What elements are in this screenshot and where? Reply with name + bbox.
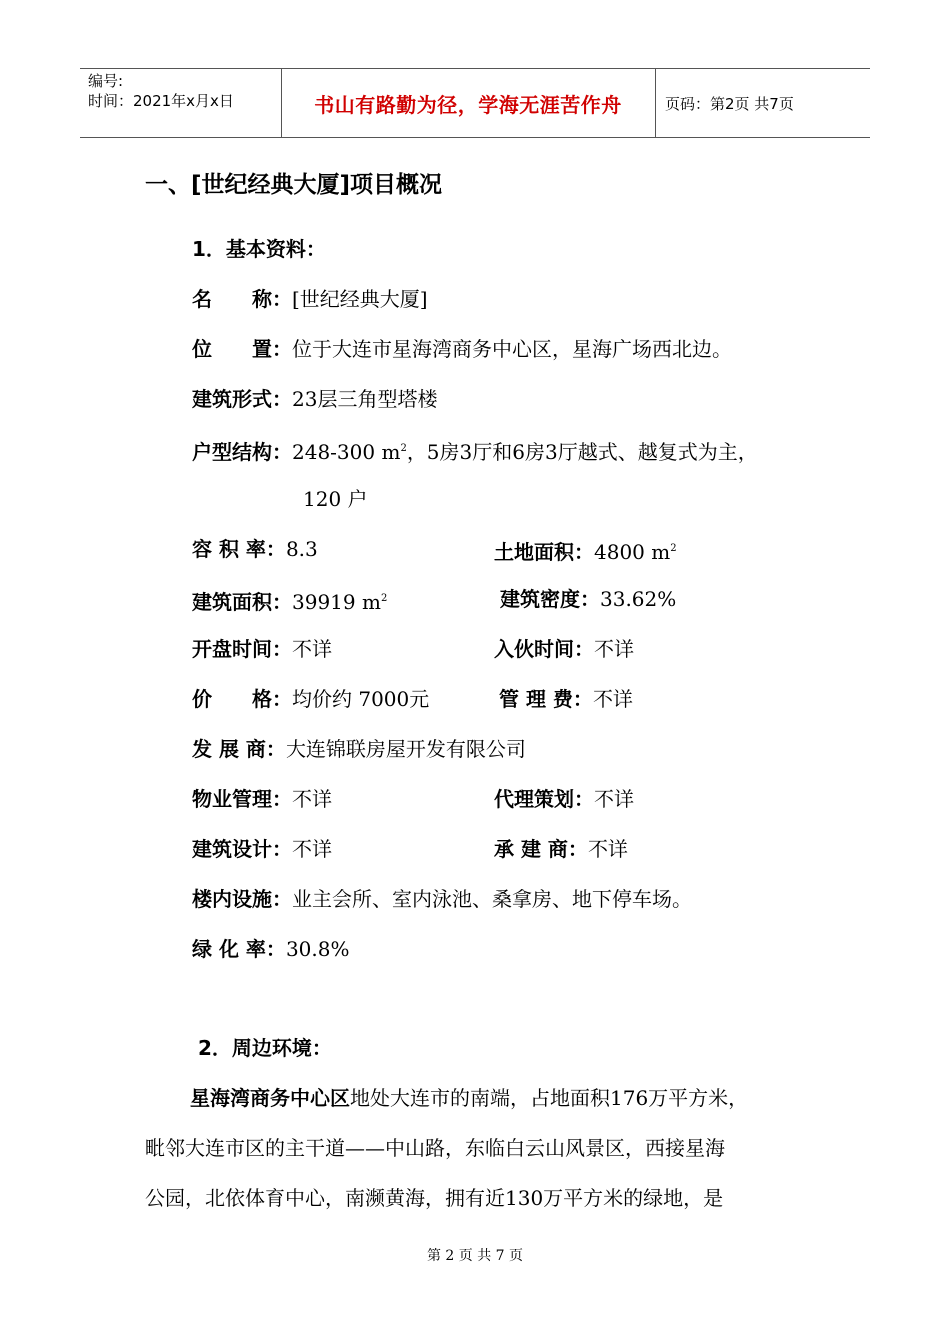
header-divider [655, 69, 656, 137]
field-value: 不详 [594, 787, 634, 811]
info-row [192, 436, 758, 465]
paragraph-line: 毗邻大连市区的主干道——中山路，东临白云山风景区，西接星海 [145, 1136, 725, 1160]
field-value: 8.3 [285, 537, 318, 561]
field-value: [世纪经典大厦] [292, 287, 428, 311]
paragraph-line: 公园，北依体育中心，南濒黄海，拥有近130万平方米的绿地，是 [145, 1186, 724, 1210]
info-row [192, 736, 526, 762]
field-label: 名 称： [192, 287, 292, 311]
field-value: 30.8% [285, 937, 350, 961]
field-label: 绿 化 率： [192, 937, 286, 961]
info-row [192, 536, 318, 562]
field-value: 33.62% [600, 587, 677, 611]
field-label: 楼内设施： [192, 887, 292, 911]
info-row-secondary [499, 686, 633, 712]
header-motto: 书山有路勤为径，学海无涯苦作舟 [314, 92, 622, 117]
page-title: 一、[世纪经典大厦]项目概况 [145, 172, 443, 198]
document-number-label: 编号: [88, 72, 124, 90]
section-heading-surroundings: 2．周边环境： [198, 1036, 332, 1060]
info-row [192, 836, 332, 862]
info-row-secondary [500, 586, 676, 612]
field-label: 建筑形式： [192, 387, 292, 411]
field-label: 建筑设计： [192, 837, 292, 861]
paragraph-text: 地处大连市的南端，占地面积176万平方米， [350, 1086, 749, 1110]
field-label: 土地面积： [494, 540, 594, 564]
field-value: 248-300 $m^2$，5房3厅和6房3厅越式、越复式为主， [292, 440, 758, 464]
section-heading-basic-info: 1．基本资料： [192, 237, 326, 261]
field-value: 39919 $m^2$ [292, 590, 388, 614]
info-row-secondary [494, 836, 628, 862]
field-label: 建筑面积： [192, 590, 292, 614]
page-header [80, 68, 870, 138]
info-row [192, 886, 692, 912]
header-divider [281, 69, 282, 137]
field-value: 不详 [594, 637, 634, 661]
field-value: 不详 [292, 637, 332, 661]
field-label: 容 积 率： [192, 537, 286, 561]
field-label: 代理策划： [494, 787, 594, 811]
info-row-secondary [494, 786, 634, 812]
info-row [192, 336, 732, 362]
field-value-continuation: 120 户 [303, 487, 368, 511]
field-value: 大连锦联房屋开发有限公司 [285, 737, 526, 761]
info-row-secondary [494, 536, 677, 565]
field-label: 物业管理： [192, 787, 292, 811]
info-row-secondary [494, 636, 634, 662]
field-value: 23层三角型塔楼 [292, 387, 438, 411]
paragraph-line [190, 1085, 748, 1111]
field-label: 承 建 商： [494, 837, 588, 861]
info-row [192, 286, 428, 312]
field-value: 不详 [292, 787, 332, 811]
paragraph-lead-bold: 星海湾商务中心区 [190, 1086, 350, 1110]
field-label: 管 理 费： [499, 687, 593, 711]
header-page-info: 页码：第2页 共7页 [665, 94, 794, 113]
field-value: 业主会所、室内泳池、桑拿房、地下停车场。 [292, 887, 692, 911]
field-value: 均价约 7000元 [292, 687, 430, 711]
info-row [192, 686, 429, 712]
field-label: 入伙时间： [494, 637, 594, 661]
field-label: 价 格： [192, 687, 292, 711]
info-row [192, 636, 332, 662]
info-row [192, 786, 332, 812]
info-row [192, 386, 437, 412]
page-footer: 第 2 页 共 7 页 [426, 1248, 524, 1264]
field-label: 开盘时间： [192, 637, 292, 661]
field-value: 不详 [592, 687, 633, 711]
field-label: 建筑密度： [500, 587, 600, 611]
document-date: 时间：2021年x月x日 [88, 92, 234, 110]
field-value: 不详 [292, 837, 332, 861]
field-value: 不详 [587, 837, 628, 861]
field-label: 户型结构： [192, 440, 292, 464]
field-label: 位 置： [192, 337, 292, 361]
info-row [192, 936, 349, 962]
info-row [192, 586, 387, 615]
field-value: 位于大连市星海湾商务中心区，星海广场西北边。 [292, 337, 732, 361]
field-value: 4800 $m^2$ [594, 540, 677, 564]
field-label: 发 展 商： [192, 737, 286, 761]
header-meta [88, 71, 234, 111]
